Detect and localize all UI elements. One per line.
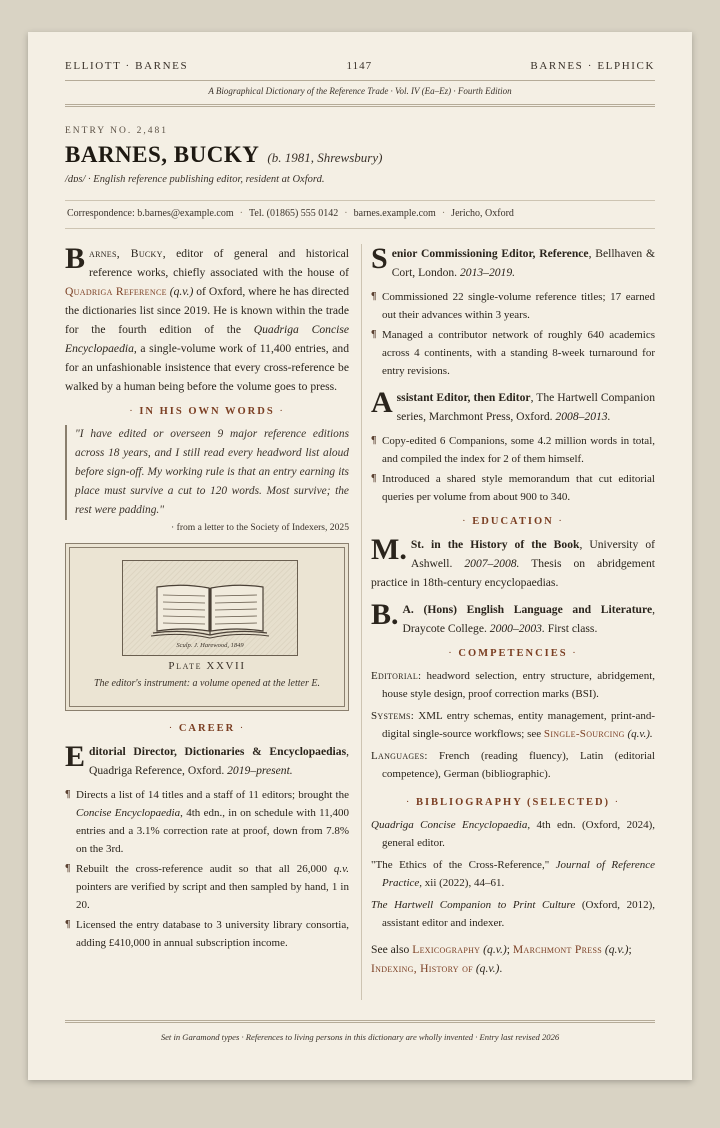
edu-2-drop-cap: B. bbox=[371, 600, 399, 631]
page-footer: Set in Garamond types · References to living persons in this dictionary are wholly invented · Entry last revised 2026 bbox=[160, 1032, 560, 1042]
role-1-title: ditorial Director, Dictionaries & Encyclopaedias bbox=[89, 745, 347, 758]
column-divider bbox=[361, 244, 362, 1000]
career-role-2: Senior Commissioning Editor, Reference, Bellhaven & Cort, London. 2013–2019. bbox=[371, 244, 655, 279]
role-2-dates: 2013–2019. bbox=[459, 266, 516, 279]
role-3-bullets bbox=[371, 432, 655, 506]
role-3-title: ssistant Editor, then Editor bbox=[396, 391, 531, 404]
career-role-1: Editorial Director, Dictionaries & Encyclopaedias, Quadriga Reference, Oxford. 2019–present. bbox=[65, 742, 349, 777]
running-head-left: ELLIOTT · BARNES bbox=[65, 60, 189, 72]
role-1-drop-cap: E bbox=[65, 742, 86, 773]
list-item: ¶ Copy-edited 6 Companions, some 4.2 million words in total, and compiled the index for 2 of them himself. bbox=[371, 432, 655, 468]
engraver-credit: Sculp. J. Harewood, 1849 bbox=[176, 642, 244, 649]
entry-number: ENTRY NO. 2,481 bbox=[65, 126, 169, 136]
xref-quadriga[interactable]: Quadriga Reference bbox=[65, 285, 167, 298]
list-item: ¶ Commissioned 22 single-volume reference titles; 17 earned out their advances within 3 years. bbox=[371, 288, 655, 324]
contact-place: Jericho, Oxford bbox=[451, 208, 514, 219]
competency-systems: Systems: XML entry schemas, entity management, print-and-digital single-source workflows; see Single-Sourcing (q.v.). bbox=[371, 710, 655, 740]
intro-drop-cap: B bbox=[65, 242, 86, 275]
plate-caption: The editor's instrument: a volume opened at the letter E. bbox=[94, 678, 320, 689]
plate-frame bbox=[69, 547, 345, 707]
contact-bottom-rule bbox=[65, 228, 655, 229]
role-2-drop-cap: S bbox=[371, 244, 388, 275]
role-3-drop-cap: A bbox=[371, 388, 393, 419]
list-item: ¶ Licensed the entry database to 3 university library consortia, adding £410,000 in annual subscription income. bbox=[65, 916, 349, 952]
xref-marchmont-press[interactable]: Marchmont Press bbox=[512, 943, 602, 956]
open-book-icon bbox=[123, 561, 297, 655]
competency-languages: Languages: French (reading fluency), Latin (editorial competence), German (bibliographic). bbox=[371, 750, 655, 780]
headword-birth: (b. 1981, Shrewsbury) bbox=[267, 150, 383, 165]
intro-name: arnes, Bucky bbox=[89, 247, 163, 260]
bibliography-heading: · BIBLIOGRAPHY (SELECTED) · bbox=[405, 797, 621, 808]
competencies-heading: · COMPETENCIES · bbox=[448, 648, 578, 659]
see-also: See also Lexicography (q.v.); Marchmont Press (q.v.); Indexing, History of (q.v.). bbox=[371, 943, 632, 975]
dictionary-page bbox=[28, 32, 692, 1080]
role-1-dates: 2019–present. bbox=[227, 764, 293, 777]
contact-email[interactable]: Correspondence: b.barnes@example.com bbox=[67, 208, 234, 219]
career-heading: · CAREER · bbox=[168, 723, 246, 734]
intro-work-title: Quadriga Concise Encyclopaedia bbox=[65, 323, 349, 355]
education-item-2: B. A. (Hons) English Language and Literature, Draycote College. 2000–2003. First class. bbox=[371, 600, 655, 635]
engraving-plate bbox=[65, 543, 349, 711]
bibliography-item-2: "The Ethics of the Cross-Reference," Journal of Reference Practice, xii (2022), 44–61. bbox=[371, 859, 655, 889]
contact-line: Correspondence: b.barnes@example.com · Tel. (01865) 555 0142 · barnes.example.com · Jericho, Oxford bbox=[67, 208, 514, 219]
xref-indexing-history[interactable]: Indexing, History of bbox=[371, 962, 473, 975]
plate-label: Plate XXVII bbox=[168, 660, 246, 672]
list-item: ¶ Directs a list of 14 titles and a staff of 11 editors; brought the Concise Encyclopaedia, 4th edn., in on schedule with 11,400 entries and a 3.1% correction rate at proof, down from 7.8% on the 3rd. bbox=[65, 786, 349, 858]
list-item: ¶ Managed a contributor network of roughly 640 academics across 4 continents, with a standing 8-week turnaround for entry revisions. bbox=[371, 326, 655, 380]
volume-subtitle: A Biographical Dictionary of the Reference Trade · Vol. IV (Ea–Ez) · Fourth Edition bbox=[208, 86, 512, 96]
list-item: ¶ Introduced a shared style memorandum that cut editorial queries per volume from about 900 to 340. bbox=[371, 470, 655, 506]
bibliography-item-1: Quadriga Concise Encyclopaedia, 4th edn. (Oxford, 2024), general editor. bbox=[371, 819, 655, 849]
quote-heading: · IN HIS OWN WORDS · bbox=[129, 406, 285, 417]
list-item: ¶ Rebuilt the cross-reference audit so that all 26,000 q.v. pointers are verified by script and then sampled by hand, 1 in 20. bbox=[65, 860, 349, 914]
role-2-bullets bbox=[371, 288, 655, 380]
education-item-1: M. St. in the History of the Book, University of Ashwell. 2007–2008. Thesis on abridgement practice in 18th-century encyclopaedias. bbox=[371, 535, 655, 589]
right-column bbox=[371, 244, 655, 978]
quote-attribution: · from a letter to the Society of Indexers, 2025 bbox=[171, 522, 349, 533]
career-role-3: Assistant Editor, then Editor, The Hartwell Companion series, Marchmont Press, Oxford. 2008–2013. bbox=[371, 388, 655, 423]
role-2-title: enior Commissioning Editor, Reference bbox=[391, 247, 589, 260]
contact-phone[interactable]: Tel. (01865) 555 0142 bbox=[249, 208, 339, 219]
headword-name: BARNES, BUCKY bbox=[65, 142, 260, 167]
contact-website[interactable]: barnes.example.com bbox=[353, 208, 436, 219]
role-3-dates: 2008–2013. bbox=[555, 410, 611, 423]
xref-single-sourcing[interactable]: Single-Sourcing bbox=[543, 728, 625, 740]
running-head bbox=[65, 60, 655, 72]
bibliography-item-3: The Hartwell Companion to Print Culture (Oxford, 2012), assistant editor and indexer. bbox=[371, 899, 655, 929]
page-number: 1147 bbox=[346, 60, 373, 72]
contact-top-rule bbox=[65, 200, 655, 201]
entry-headword bbox=[65, 142, 382, 168]
footer-double-rule bbox=[65, 1020, 655, 1024]
pull-quote: "I have edited or overseen 9 major reference editions across 18 years, and I still read every headword list aloud before sign-off. My working rule is that an entry earning its place must survive a cut to 120 words. Most survive; the rest were padding." bbox=[65, 425, 349, 520]
xref-lexicography[interactable]: Lexicography bbox=[412, 943, 481, 956]
role-1-bullets bbox=[65, 786, 349, 952]
competency-editorial: Editorial: headword selection, entry structure, abridgement, house style design, proof correction marks (BSI). bbox=[371, 670, 655, 700]
pronunciation-line: /dɒs/ · English reference publishing editor, resident at Oxford. bbox=[65, 174, 325, 185]
edu-1-drop-cap: M. bbox=[371, 535, 407, 566]
intro-paragraph: Barnes, Bucky, editor of general and historical reference works, chiefly associated with the house of Quadriga Reference (q.v.) of Oxford, where he has directed the dictionaries list since 2019. He is known within the trade for the fourth edition of the Quadriga Concise Encyclopaedia, a single-volume work of 11,400 entries, and for an unfashionable insistence that every cross-reference be walked by a human being before the volume goes to press. bbox=[65, 242, 349, 393]
header-rule bbox=[65, 80, 655, 81]
running-head-right: BARNES · ELPHICK bbox=[530, 60, 655, 72]
open-book-engraving bbox=[122, 560, 298, 656]
header-double-rule bbox=[65, 104, 655, 108]
education-heading: · EDUCATION · bbox=[462, 516, 564, 527]
left-column bbox=[65, 244, 349, 954]
